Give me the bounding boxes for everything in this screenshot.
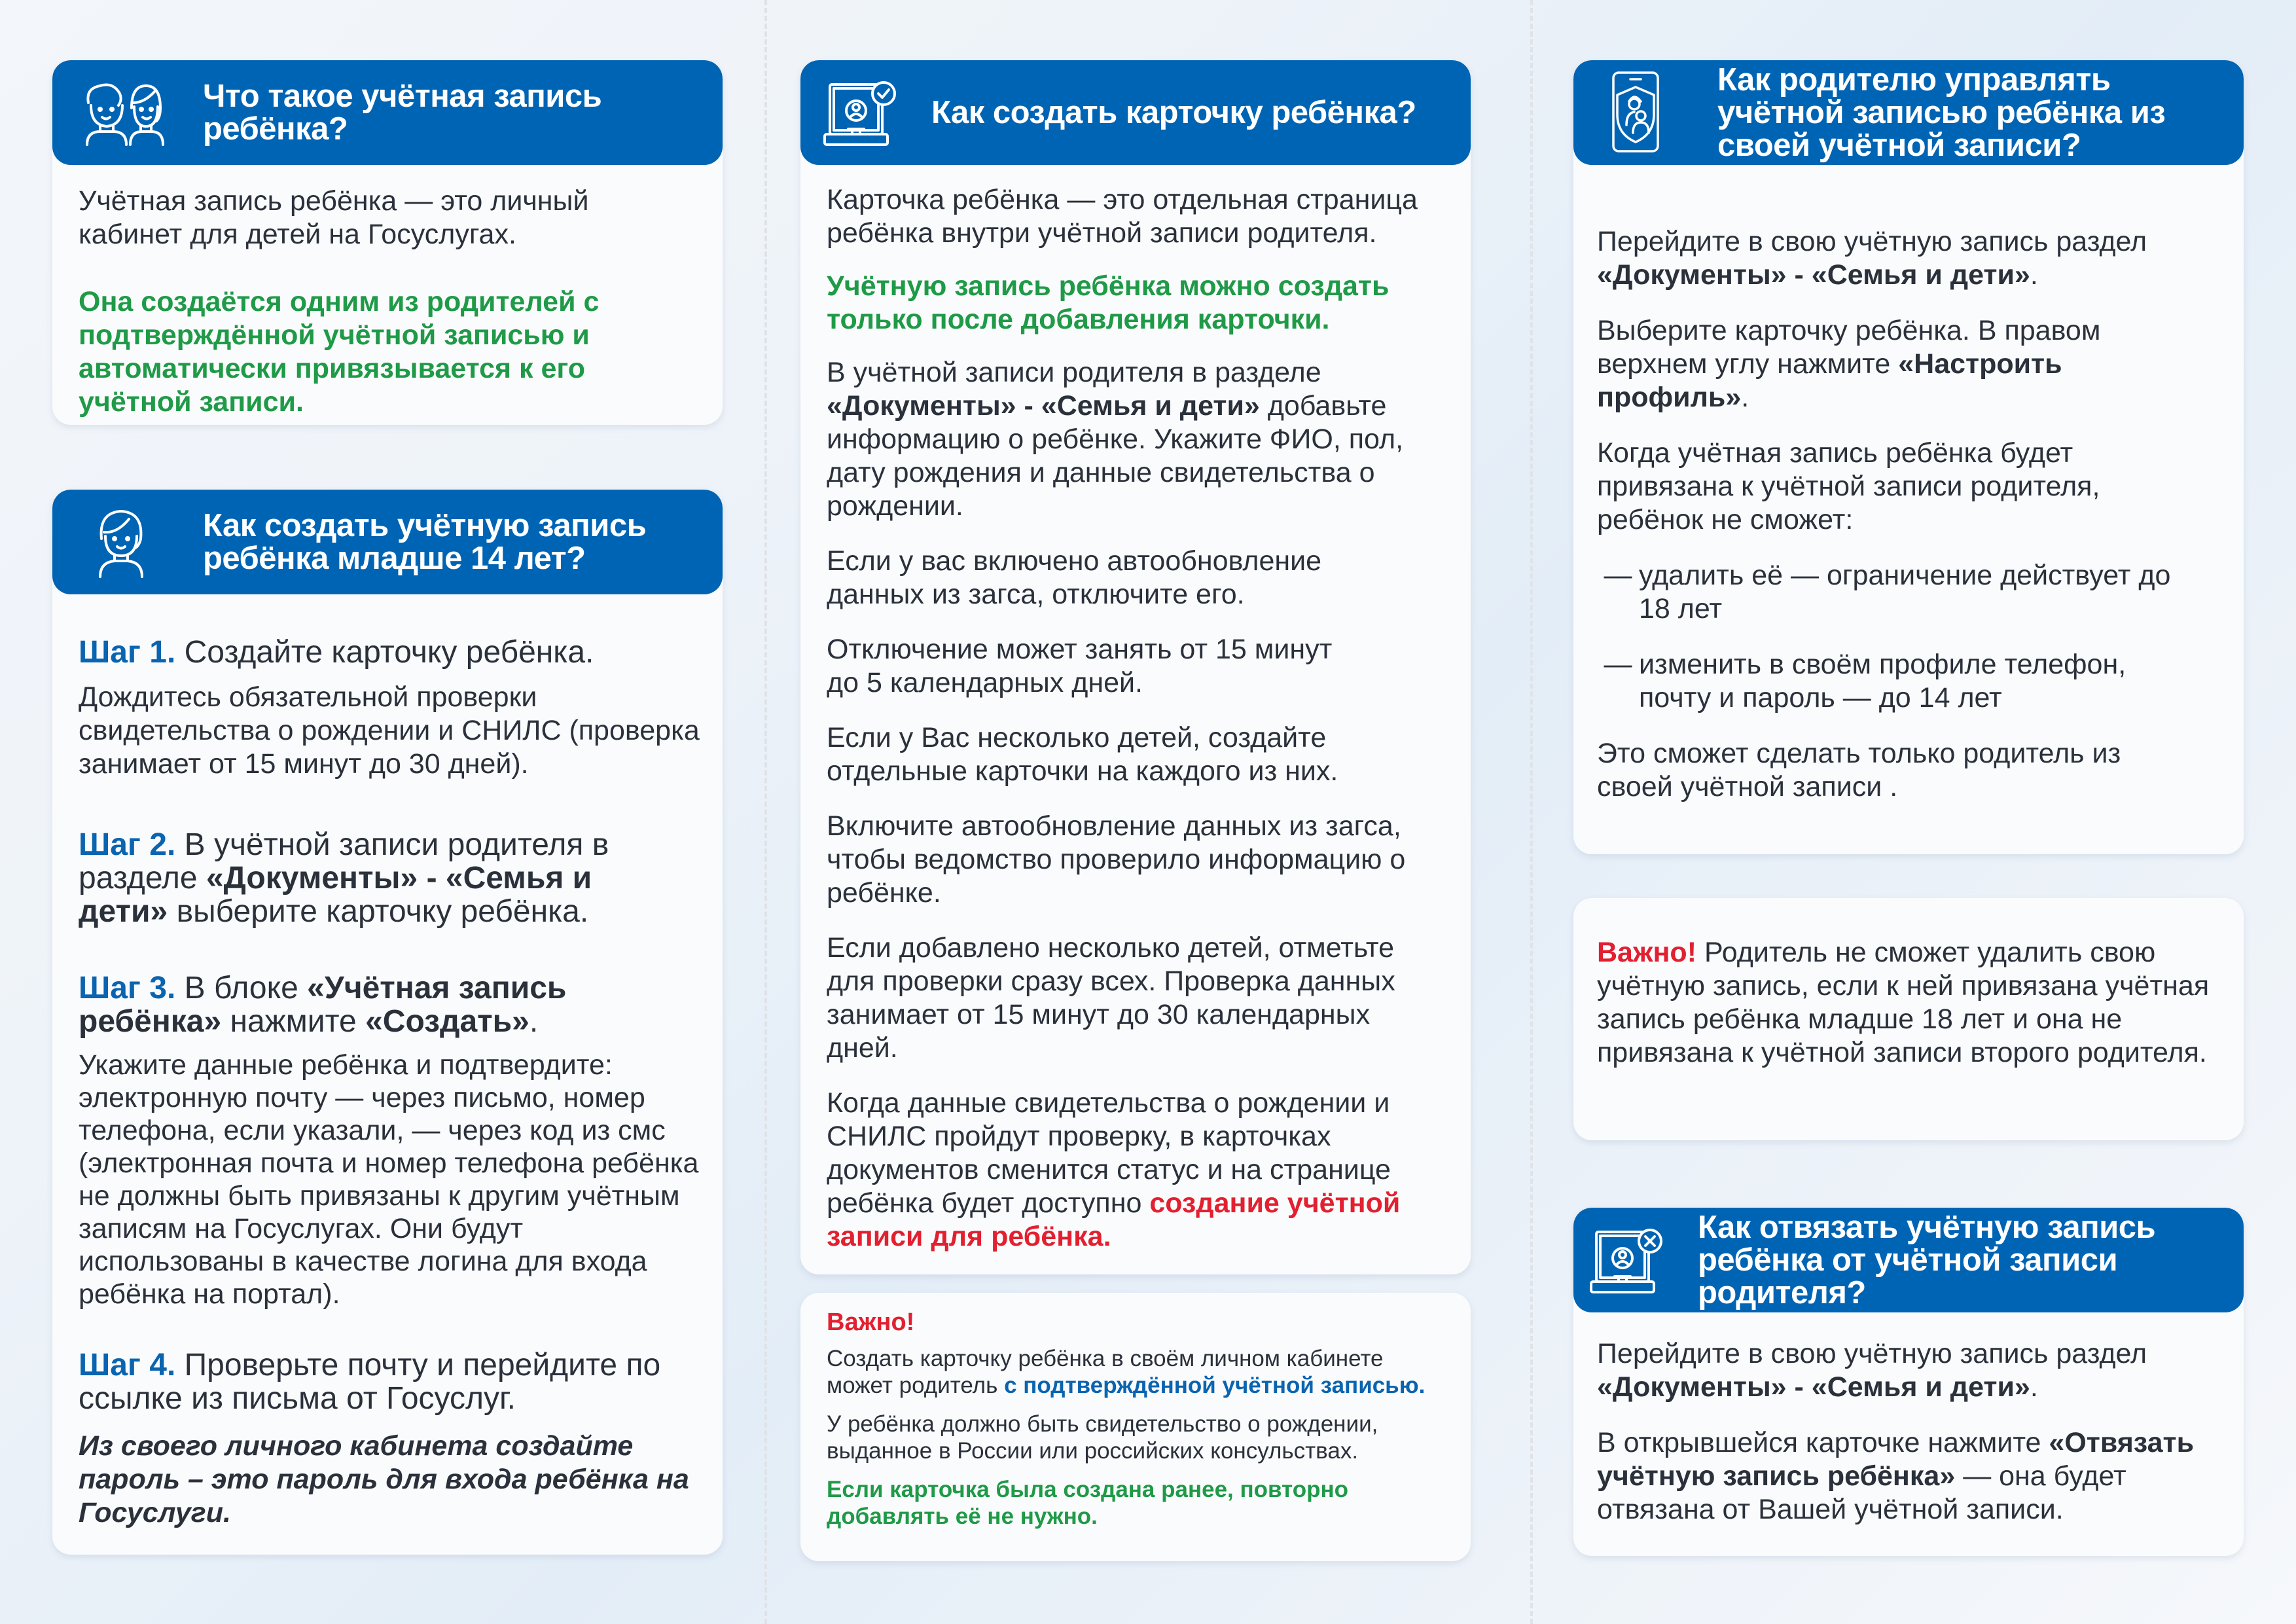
paragraph: Учётная запись ребёнка — это личный кабинет для детей на Госуслугах. [79,185,589,250]
laptop-profile-check-icon [820,77,905,149]
paragraph [1597,314,2134,414]
list-item-text: изменить в своём профиле телефон, почту и пароль — до 14 лет [1639,649,2126,713]
paragraph [1597,225,2186,292]
text: В учётной записи родителя в разделе [827,357,1321,388]
text: Перейдите в свою учётную запись раздел [1597,226,2147,257]
text: Родитель не сможет удалить свою учётную запись, если к ней привязана учётная запись ребёнка младше 18 лет и она не привязана к учётной записи второго родителя. [1597,937,2210,1068]
highlight-paragraph: Она создаётся одним из родителей с подтверждённой учётной записью и автоматически привязывается к его учётной записи. [79,286,600,418]
phone-shield-family-icon [1606,70,1665,155]
text: . [2030,259,2038,291]
step-2 [79,828,668,928]
card-what-is-child-account [52,60,723,425]
highlight-paragraph: Если карточка была создана ранее, повторно добавлять её не нужно. [827,1477,1349,1529]
paragraph [1597,1426,2225,1526]
paragraph: Когда учётная запись ребёнка будет привязана к учётной записи родителя, ребёнок не сможет: [1597,437,2100,535]
text: В открывшейся карточке нажмите [1597,1427,2049,1458]
list-item [1597,648,2186,715]
dash-marker: — [1604,560,1632,591]
paragraph [827,356,1448,523]
card-header [52,60,723,165]
important-label: Важно! [827,1308,915,1336]
step-2-text-end: выберите карточку ребёнка. [168,894,589,929]
dash-marker: — [1604,649,1632,680]
configure-profile-action: «Настроить профиль» [1597,348,2062,413]
step-3-text-end: . [529,1004,539,1039]
text: Создать карточку ребёнка в своём личном кабинете может родитель [827,1346,1384,1398]
card-manage-child-account [1573,60,2244,854]
paragraph: Это сможет сделать только родитель из своей учётной записи . [1597,738,2121,803]
step-2-text: В учётной записи родителя в разделе [79,827,609,895]
paragraph: Если добавлено несколько детей, отметьте для проверки сразу всех. Проверка данных занимает от 15 минут до 30 календарных дней. [827,932,1395,1064]
paragraph: Если у вас включено автообновление данных из загса, отключите его. [827,545,1322,610]
important-label: Важно! [1597,937,1697,968]
text: Когда данные свидетельства о рождении и СНИЛС пройдут проверку, в карточках документов сменится статус и на странице ребёнка будет доступно [827,1087,1391,1219]
documents-family-section: «Документы» - «Семья и дети» [827,390,1260,422]
paragraph [827,1087,1455,1254]
documents-family-section: «Документы» - «Семья и дети» [1597,259,2030,291]
unlink-action: «Отвязать учётную запись ребёнка» [1597,1427,2194,1492]
red-highlight: создание учётной записи для ребёнка. [827,1187,1401,1252]
paragraph: Отключение может занять от 15 минут до 5 календарных дней. [827,634,1333,698]
child-icon [92,506,151,578]
two-children-icon [76,77,168,149]
card-title: Как отвязать учётную запись ребёнка от учётной записи родителя? [1698,1210,2156,1310]
card-header [800,60,1471,165]
step-4-note: Из своего личного кабинета создайте пароль – это пароль для входа ребёнка на Госуслуги. [79,1430,689,1528]
paragraph [1597,1337,2186,1404]
paragraph: У ребёнка должно быть свидетельство о рождении, выданное в России или российских консульствах. [827,1411,1378,1464]
paragraph [827,1345,1448,1399]
step-3-label: Шаг 3. [79,971,176,1005]
step-3-detail: Укажите данные ребёнка и подтвердите: электронную почту — через письмо, номер телефона, если указали, — через код из смс (электронная почта и номер телефона ребёнка не должны быть привязаны к другим учётным записям на Госуслугах. Они будут использованы в качестве логина для входа ребёнка на портал). [79,1049,699,1310]
text: — она будет отвязана от Вашей учётной записи. [1597,1460,2126,1525]
card-title: Как создать карточку ребёнка? [931,95,1416,130]
blue-highlight: с подтверждённой учётной записью. [1004,1373,1426,1398]
card-header [52,490,723,594]
text: Перейдите в свою учётную запись раздел [1597,1338,2147,1369]
documents-family-section: «Документы» - «Семья и дети» [79,861,592,929]
paragraph: Карточка ребёнка — это отдельная страница ребёнка внутри учётной записи родителя. [827,184,1418,249]
laptop-profile-unlink-icon [1587,1224,1672,1296]
card-title: Что такое учётная запись ребёнка? [203,79,602,147]
text: добавьте информацию о ребёнке. Укажите ФИО, пол, дату рождения и данные свидетельства о рождении. [827,390,1404,522]
card-create-child-account [52,490,723,1555]
card-header [1573,60,2244,165]
paragraph: Если у Вас несколько детей, создайте отдельные карточки на каждого из них. [827,722,1338,787]
list-item-text: удалить её — ограничение действует до 18 лет [1639,560,2171,624]
step-4 [79,1348,668,1415]
card-title: Как родителю управлять учётной записью ребёнка из своей учётной записи? [1717,62,2166,163]
step-4-label: Шаг 4. [79,1348,176,1382]
step-3 [79,971,668,1038]
step-4-text: Проверьте почту и перейдите по ссылке из письма от Госуслуг. [79,1348,661,1416]
highlight-paragraph: Учётную запись ребёнка можно создать только после добавления карточки. [827,270,1390,335]
step-1-label: Шаг 1. [79,635,176,670]
create-action: «Создать» [365,1004,529,1039]
restrictions-list [1597,559,2217,715]
step-3-text: В блоке [175,971,308,1005]
card-create-child-card [800,60,1471,1274]
child-account-block: «Учётная запись ребёнка» [79,971,567,1039]
list-item [1597,559,2199,626]
step-1-detail: Дождитесь обязательной проверки свидетельства о рождении и СНИЛС (проверка занимает от 15 минут до 30 дней). [79,681,700,780]
card-title: Как создать учётную запись ребёнка младше 14 лет? [203,508,647,576]
card-header [1573,1208,2244,1312]
text: . [1741,382,1749,413]
documents-family-section: «Документы» - «Семья и дети» [1597,1371,2030,1403]
card-important-parent-delete [1573,898,2244,1140]
text: Выберите карточку ребёнка. В правом верхнем углу нажмите [1597,315,2101,380]
paragraph [1597,936,2219,1070]
card-unlink-child-account [1573,1208,2244,1556]
card-important-note [800,1293,1471,1561]
fold-line-right [1530,0,1533,1624]
step-1-text: Создайте карточку ребёнка. [175,635,594,670]
fold-line-left [764,0,767,1624]
paragraph: Включите автообновление данных из загса, чтобы ведомство проверило информацию о ребёнке. [827,810,1406,909]
text: . [2030,1371,2038,1403]
step-2-label: Шаг 2. [79,827,176,862]
step-3-text-mid: нажмите [221,1004,366,1039]
step-1 [79,635,696,670]
